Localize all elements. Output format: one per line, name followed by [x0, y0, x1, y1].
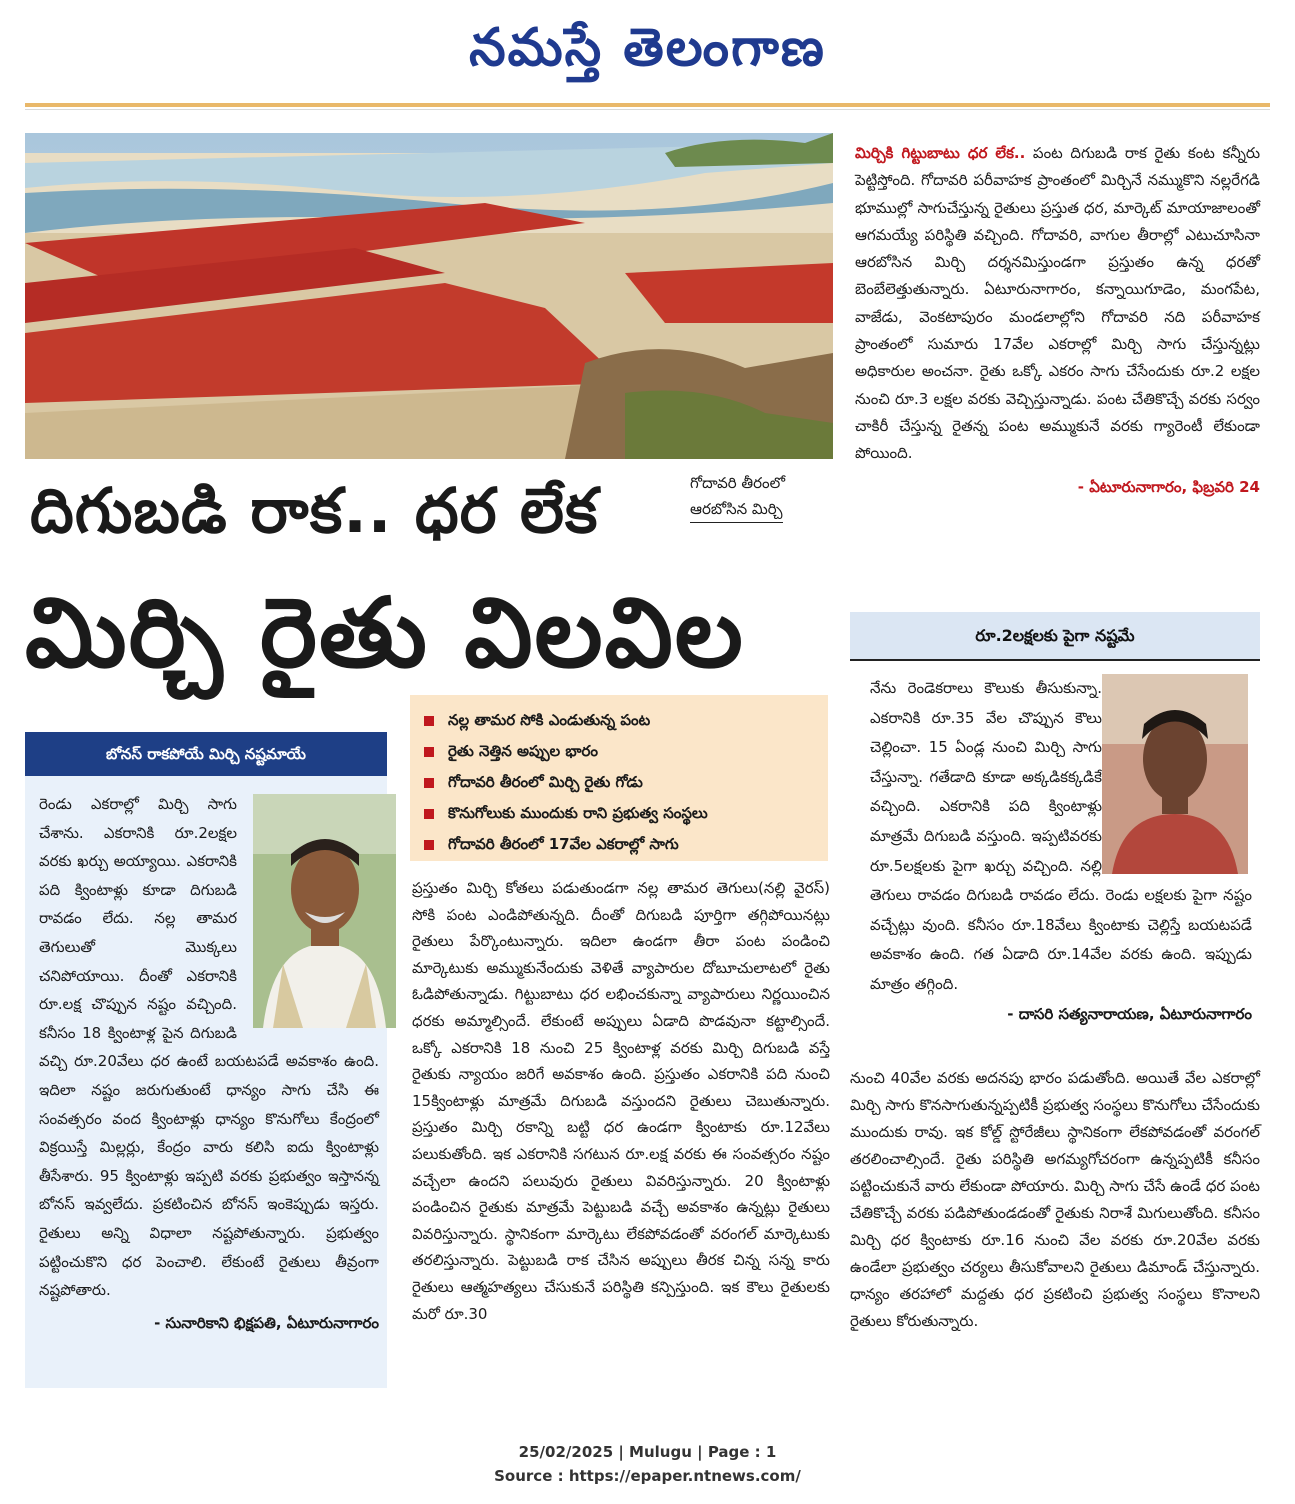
bullet-square-icon — [424, 747, 434, 757]
photo-caption-line1: గోదావరి తీరంలో — [690, 474, 786, 492]
photo-caption — [690, 470, 830, 526]
farmer-portrait-right — [1102, 674, 1248, 874]
footer-source: Source : https://epaper.ntnews.com/ — [494, 1467, 801, 1485]
bullet-square-icon — [424, 778, 434, 788]
bullet-square-icon — [424, 716, 434, 726]
highlight-item: నల్ల తామర సోకి ఎండుతున్న పంట — [424, 705, 814, 736]
bullet-square-icon — [424, 809, 434, 819]
masthead-rule — [25, 103, 1270, 107]
farmer-quote-box-left — [25, 732, 387, 1388]
intro-body: పంట దిగుబడి రాక రైతు కంట కన్నీరు పెట్టిస్తోంది. గోదావరి పరీవాహక ప్రాంతంలో మిర్చినే నమ్ముకొని నల్లరేగడి భూముల్లో సాగుచేస్తున్న రైతులు ప్రస్తుత ధర, మార్కెట్ మాయాజాలంతో ఆగమయ్యే పరిస్థితి వచ్చింది. గోదావరి, వాగుల తీరాల్లో ఎటుచూసినా ఆరబోసిన మిర్చి దర్శనమిస్తుండగా ప్రస్తుతం ఉన్న ధరతో బెంబేలెత్తుతున్నారు. ఏటూరునాగారం, కన్నాయిగూడెం, మంగపేట, వాజేడు, వెంకటాపురం మండలాల్లోని గోదావరి నది పరీవాహక ప్రాంతంలో సుమారు 17వేల ఎకరాల్లో మిర్చి సాగు చేస్తున్నట్లు అధికారుల అంచనా. రైతు ఒక్కో ఎకరం సాగు చేసేందుకు రూ.2 లక్షల నుంచి రూ.3 లక్షల వరకు వెచ్చిస్తున్నాడు. పంట చేతికొచ్చే వరకు సర్వం చాకిరీ చేస్తున్న రైతన్న పంట అమ్ముకునే వరకు గ్యారెంటీ లేకుండా పోయింది. — [855, 144, 1261, 463]
middle-column-text: ప్రస్తుతం మిర్చి కోతలు పడుతుండగా నల్ల తామర తెగులు(నల్లి వైరస్) సోకి పంట ఎండిపోతున్నది. దీంతో దిగుబడి పూర్తిగా తగ్గిపోయినట్లు రైతులు పేర్కొంటున్నారు. ఇదిలా ఉండగా తీరా పంట పండించి మార్కెటుకు అమ్ముకునేందుకు వెళితే వ్యాపారుల దోబూచులాటలో రైతు ఓడిపోతున్నాడు. గిట్టుబాటు ధర లభించకున్నా వ్యాపారులు నిర్ణయించిన ధరకు అమ్మాల్సిందే. లేకుంటే అప్పులు ఏడాది పొడవునా కట్టాల్సిందే. ఒక్కో ఎకరానికి 18 నుంచి 25 క్వింటాళ్ల వరకు మిర్చి దిగుబడి వస్తే రైతుకు న్యాయం జరిగే అవకాశం ఉంది. ప్రస్తుతం ఎకరానికి పది నుంచి 15క్వింటాళ్లు మాత్రమే దిగుబడి వస్తుందని రైతులు చెబుతున్నారు. ప్రస్తుతం మిర్చి రకాన్ని బట్టి ధర ఉండగా క్వింటాకు రూ.12వేలు పలుకుతోంది. ఇక ఎకరానికి సగటున రూ.లక్ష వరకు ఈ సంవత్సరం నష్టం వచ్చేలా ఉందని పలువురు రైతులు వివరిస్తున్నారు. 20 క్వింటాళ్లు పండించిన రైతుకు మాత్రమే పెట్టుబడి వచ్చే అవకాశం ఉన్నట్లు రైతులు వివరిస్తున్నారు. స్థానికంగా మార్కెటు లేకపోవడంతో వరంగల్ మార్కెటుకు తరలిస్తున్నారు. పెట్టుబడి రాక చేసిన అప్పులు తీరక చిన్న సన్న కారు రైతులు ఆత్మహత్యలు చేసుకునే పరిస్థితి కన్పిస్తుంది. ఇక కౌలు రైతులకు మరో రూ.30 — [412, 879, 830, 1323]
intro-lead: మిర్చికి గిట్టుబాటు ధర లేక.. — [855, 144, 1026, 162]
lead-photo — [25, 133, 833, 459]
footer-edition: 25/02/2025 | Mulugu | Page : 1 — [518, 1443, 777, 1461]
left-box-byline: - సునారికాని భిక్షపతి, ఏటూరునాగారం — [154, 1313, 379, 1332]
right-box-byline: - దాసరి సత్యనారాయణ, ఏటూరునాగారం — [1007, 1004, 1252, 1023]
highlight-item: కొనుగోలుకు ముందుకు రాని ప్రభుత్వ సంస్థలు — [424, 798, 814, 829]
left-box-header: బోనస్ రాకపోయే మిర్చి నష్టమాయే — [25, 732, 387, 776]
right-column-continuation: నుంచి 40వేల వరకు అదనపు భారం పడుతోంది. అయితే వేల ఎకరాల్లో మిర్చి సాగు కొనసాగుతున్నప్పటికీ ప్రభుత్వ సంస్థలు కొనుగోలు చేసేందుకు ముందుకు రావు. ఇక కోల్డ్ స్టోరేజీలు స్థానికంగా లేకపోవడంతో వరంగల్ తరలించాల్సిందే. రైతు పరిస్థితి అగమ్యగోచరంగా ఉన్నప్పటికీ కనీసం పట్టించుకునే వారు లేకుండా పోయారు. మిర్చి సాగు చేసే ఉండే ధర పంట చేతికొచ్చే వరకు పడిపోతుండడంతో రైతుకు నిరాశే మిగులుతోంది. కనీసం మిర్చి ధర క్వింటాకు రూ.16 నుంచి వేల వరకు రూ.20వేల వరకు ఉండేలా ప్రభుత్వం చర్యలు తీసుకోవాలని రైతులు డిమాండ్ చేస్తున్నారు. ధాన్యం తరహాలో మద్దతు ధర ప్రకటించి ప్రభుత్వ సంస్థలు కొనాలని రైతులు కోరుతున్నారు. — [850, 1069, 1260, 1330]
farmer-quote-box-right — [850, 612, 1260, 1032]
left-box-body: రెండు ఎకరాల్లో మిర్చి సాగు చేశాను. ఎకరానికి రూ.2లక్షల వరకు ఖర్చు అయ్యాయి. ఎకరానికి పది క్వింటాళ్లు కూడా దిగుబడి రావడం లేదు. నల్ల తామర తెగులుతో మొక్కలు చనిపోయాయి. దీంతో ఎకరానికి రూ.లక్ష చొప్పున నష్టం వచ్చింది. కనీసం 18 క్వింటాళ్ల పైన దిగుబడి వచ్చి రూ.20వేలు ధర ఉంటే బయటపడే అవకాశం ఉంది. ఇదిలా నష్టం జరుగుతుంటే ధాన్యం సాగు చేసి ఈ సంవత్సరం వంద క్వింటాళ్లు ధాన్యం కొనుగోలు కేంద్రంలో విక్రయిస్తే మిల్లర్లు, కేంద్రం వారు కలిసి ఐదు క్వింటాళ్లు తీసేశారు. 95 క్వింటాళ్లు ఇప్పటి వరకు ప్రభుత్వం ఇస్తానన్న బోనస్ ఇవ్వలేదు. ప్రకటించిన బోనస్ ఇంకెప్పుడు ఇస్తరు. రైతులు అన్ని విధాలా నష్టపోతున్నారు. ప్రభుత్వం పట్టించుకొని ధర పెంచాలి. లేకుంటే రైతులు తీవ్రంగా నష్టపోతారు. — [39, 795, 379, 1300]
bullet-square-icon — [424, 840, 434, 850]
masthead-logo: నమస్తే తెలంగాణ — [469, 18, 826, 78]
highlight-item: గోదావరి తీరంలో మిర్చి రైతు గోడు — [424, 767, 814, 798]
highlight-item: రైతు నెత్తిన అప్పుల భారం — [424, 736, 814, 767]
highlight-item: గోదావరి తీరంలో 17వేల ఎకరాల్లో సాగు — [424, 829, 814, 860]
photo-caption-line2: ఆరబోసిన మిర్చి — [690, 496, 783, 523]
headline-kicker: దిగుబడి రాక.. ధర లేక — [30, 474, 599, 547]
right-box-header: రూ.2లక్షలకు పైగా నష్టమే — [850, 612, 1260, 661]
page-footer — [0, 1440, 1295, 1490]
dateline: - ఏటూరునాగారం, ఫిబ్రవరి 24 — [1077, 477, 1260, 496]
masthead-rule-thin — [25, 109, 1270, 110]
highlights-box — [410, 695, 828, 861]
farmer-portrait-left — [253, 794, 396, 1028]
intro-paragraph — [855, 140, 1260, 610]
headline-main: మిర్చి రైతు విలవిల — [25, 577, 745, 689]
right-box-body: నేను రెండెకరాలు కౌలుకు తీసుకున్నా. ఎకరానికి రూ.35 వేల చొప్పున కౌలు చెల్లించా. 15 ఏండ్ల నుంచి మిర్చి సాగు చేస్తున్నా. గతేడాది కూడా అక్కడికక్కడికే వచ్చింది. ఎకరానికి పది క్వింటాళ్లు మాత్రమే దిగుబడి వస్తుంది. ఇప్పటివరకు రూ.5లక్షలకు పైగా ఖర్చు వచ్చింది. నల్లి తెగులు రావడం దిగుబడి రావడం లేదు. రెండు లక్షలకు పైగా నష్టం వచ్చేట్లు వుంది. కనీసం రూ.18వేలు క్వింటాకు చెల్లిస్తే బయటపడే అవకాశం ఉంది. గత ఏడాది రూ.14వేల వరకు ఉంది. ఇప్పుడు మాత్రం తగ్గింది. — [870, 679, 1252, 993]
